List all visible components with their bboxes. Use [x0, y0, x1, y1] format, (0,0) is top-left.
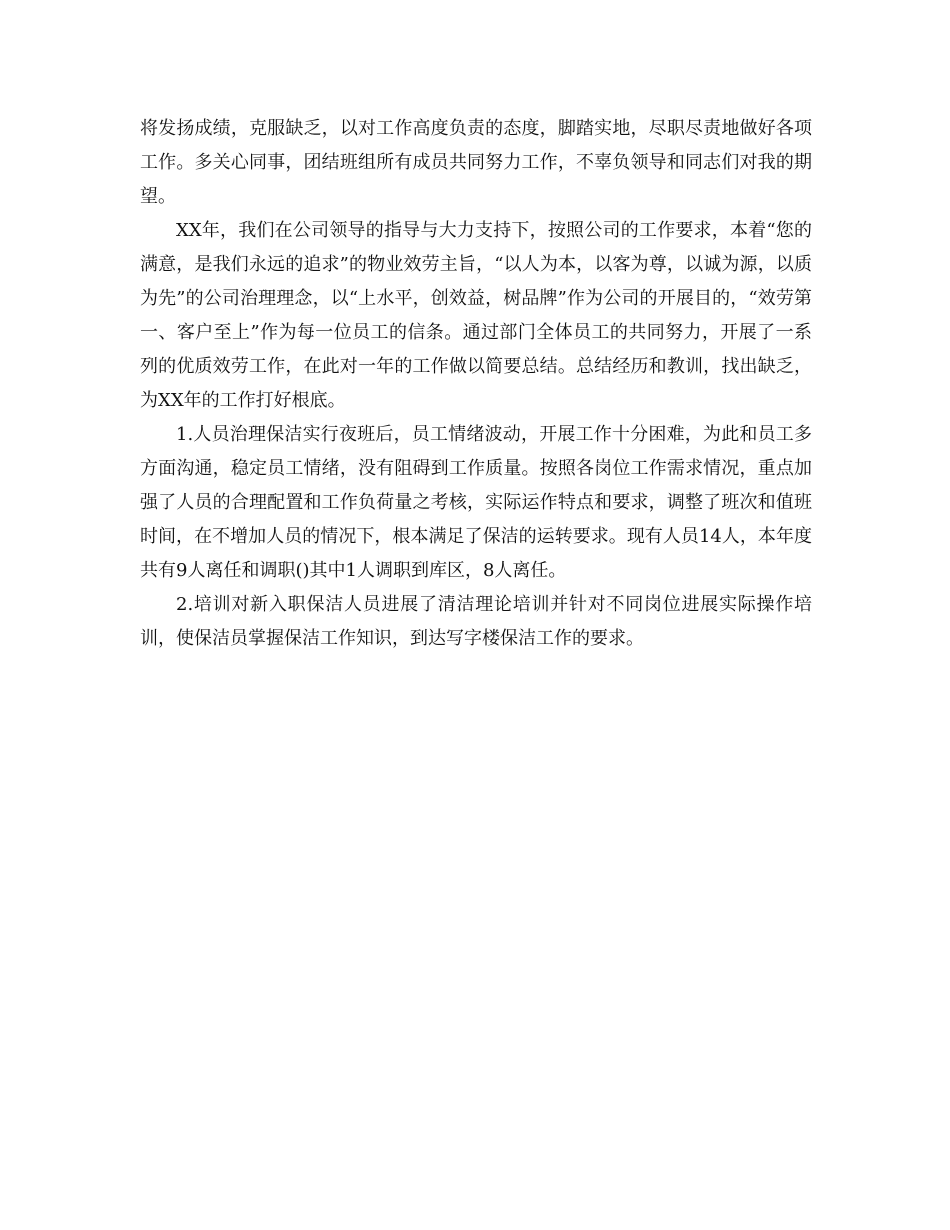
document-body	[140, 112, 812, 656]
paragraph-training: 2.培训对新入职保洁人员进展了清洁理论培训并针对不同岗位进展实际操作培训，使保洁员掌握保洁工作知识，到达写字楼保洁工作的要求。	[140, 594, 812, 649]
paragraph-summary-intro: XX年，我们在公司领导的指导与大力支持下，按照公司的工作要求，本着“您的满意，是我们永远的追求”的物业效劳主旨，“以人为本，以客为尊，以诚为源，以质为先”的公司治理理念，以“上水平，创效益，树品牌”作为公司的开展目的，“效劳第一、客户至上”作为每一位员工的信条。通过部门全体员工的共同努力，开展了一系列的优质效劳工作，在此对一年的工作做以简要总结。总结经历和教训，找出缺乏，为XX年的工作打好根底。	[140, 220, 812, 411]
paragraph-staff-management: 1.人员治理保洁实行夜班后，员工情绪波动，开展工作十分困难，为此和员工多方面沟通，稳定员工情绪，没有阻碍到工作质量。按照各岗位工作需求情况，重点加强了人员的合理配置和工作负荷量之考核，实际运作特点和要求，调整了班次和值班时间，在不增加人员的情况下，根本满足了保洁的运转要求。现有人员14人，本年度共有9人离任和调职()其中1人调职到库区，8人离任。	[140, 424, 812, 581]
paragraph-continuation: 将发扬成绩，克服缺乏，以对工作高度负责的态度，脚踏实地，尽职尽责地做好各项工作。多关心同事，团结班组所有成员共同努力工作，不辜负领导和同志们对我的期望。	[140, 118, 812, 207]
